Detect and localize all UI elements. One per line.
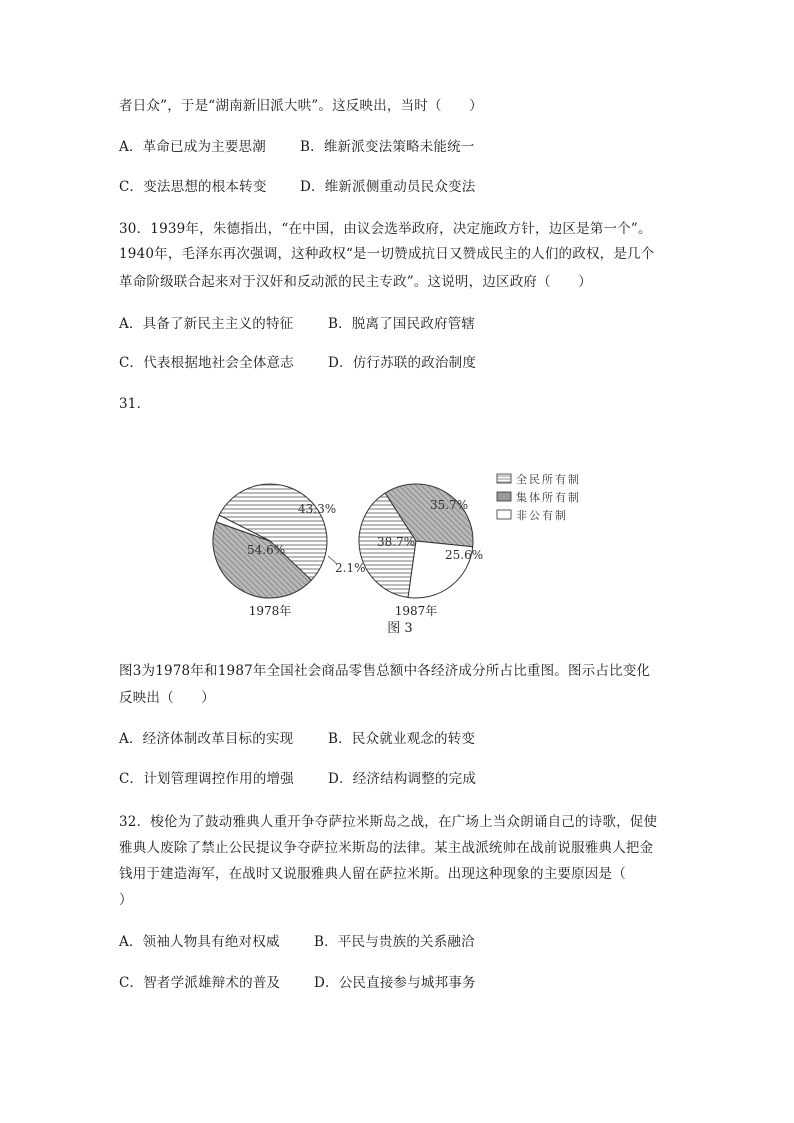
q29-option-b: B．维新派变法策略未能统一 bbox=[300, 139, 475, 155]
leader-line bbox=[328, 556, 336, 563]
chart-legend bbox=[497, 472, 581, 522]
q31-number: 31． bbox=[119, 396, 151, 412]
pie-1987年-label-非公有制: 25.6% bbox=[445, 548, 484, 562]
figure-3 bbox=[205, 460, 605, 640]
pie-year-label-1: 1987年 bbox=[394, 604, 438, 618]
legend-swatch-全民所有制 bbox=[497, 474, 511, 483]
q32-stem-line-4: ） bbox=[119, 892, 133, 908]
pie-1978年-label-集体所有制: 43.3% bbox=[298, 502, 337, 516]
legend-swatch-集体所有制 bbox=[497, 492, 511, 501]
legend-label-集体所有制: 集体所有制 bbox=[516, 491, 581, 504]
pie-1987年-label-集体所有制: 35.7% bbox=[430, 498, 469, 512]
q32-stem-line-3: 钱用于建造海军，在战时又说服雅典人留在萨拉米斯。出现这种现象的主要原因是（ bbox=[119, 866, 626, 882]
q31-option-a: A．经济体制改革目标的实现 bbox=[119, 731, 294, 747]
q31-stem-line-1: 图3为1978年和1987年全国社会商品零售总额中各经济成分所占比重图。图示占比变化 bbox=[119, 663, 651, 679]
q29-stem-tail: 者日众”，于是“湖南新旧派大哄”。这反映出，当时（ ） bbox=[119, 98, 483, 114]
q31-stem-line-2: 反映出（ ） bbox=[119, 690, 215, 706]
q31-option-d: D．经济结构调整的完成 bbox=[328, 771, 477, 787]
legend-swatch-非公有制 bbox=[497, 510, 511, 519]
pie-chart-svg bbox=[205, 460, 605, 640]
q32-stem-line-1: 32．梭伦为了鼓动雅典人重开争夺萨拉米斯岛之战，在广场上当众朗诵自己的诗歌，促使 bbox=[119, 814, 658, 830]
q30-stem-line-1: 30．1939年，朱德指出，“在中国，由议会选举政府，决定施政方针，边区是第一个”。 bbox=[119, 221, 652, 237]
pie-1978年-label-非公有制: 2.1% bbox=[335, 561, 366, 575]
q30-option-b: B．脱离了国民政府管辖 bbox=[328, 316, 476, 332]
pie-1978年-label-全民所有制: 54.6% bbox=[247, 543, 286, 557]
q30-option-d: D．仿行苏联的政治制度 bbox=[328, 355, 477, 371]
q32-option-b: B．平民与贵族的关系融洽 bbox=[314, 934, 475, 950]
q30-stem-line-2: 1940年，毛泽东再次强调，这种政权“是一切赞成抗日又赞成民主的人们的政权，是几个 bbox=[119, 246, 655, 262]
q32-option-c: C．智者学派雄辩术的普及 bbox=[119, 975, 281, 991]
q30-option-a: A．具备了新民主主义的特征 bbox=[119, 316, 294, 332]
q29-option-d: D．维新派侧重动员民众变法 bbox=[300, 179, 476, 195]
chart-title: 图 3 bbox=[387, 621, 413, 636]
legend-label-全民所有制: 全民所有制 bbox=[516, 473, 581, 486]
pie-year-label-0: 1978年 bbox=[248, 604, 292, 618]
q32-option-a: A．领袖人物具有绝对权威 bbox=[119, 934, 280, 950]
legend-label-非公有制: 非公有制 bbox=[516, 509, 568, 522]
q29-option-a: A．革命已成为主要思潮 bbox=[119, 139, 266, 155]
q30-option-c: C．代表根据地社会全体意志 bbox=[119, 355, 294, 371]
q32-option-d: D．公民直接参与城邦事务 bbox=[314, 975, 476, 991]
q31-option-b: B．民众就业观念的转变 bbox=[328, 731, 476, 747]
q29-option-c: C．变法思想的根本转变 bbox=[119, 179, 267, 195]
q30-stem-line-3: 革命阶级联合起来对于汉奸和反动派的民主专政”。这说明，边区政府（ ） bbox=[119, 274, 592, 290]
q32-stem-line-2: 雅典人废除了禁止公民提议争夺萨拉米斯岛的法律。某主战派统帅在战前说服雅典人把金 bbox=[119, 840, 654, 856]
pie-1987年-label-全民所有制: 38.7% bbox=[377, 535, 416, 549]
q31-option-c: C．计划管理调控作用的增强 bbox=[119, 771, 294, 787]
